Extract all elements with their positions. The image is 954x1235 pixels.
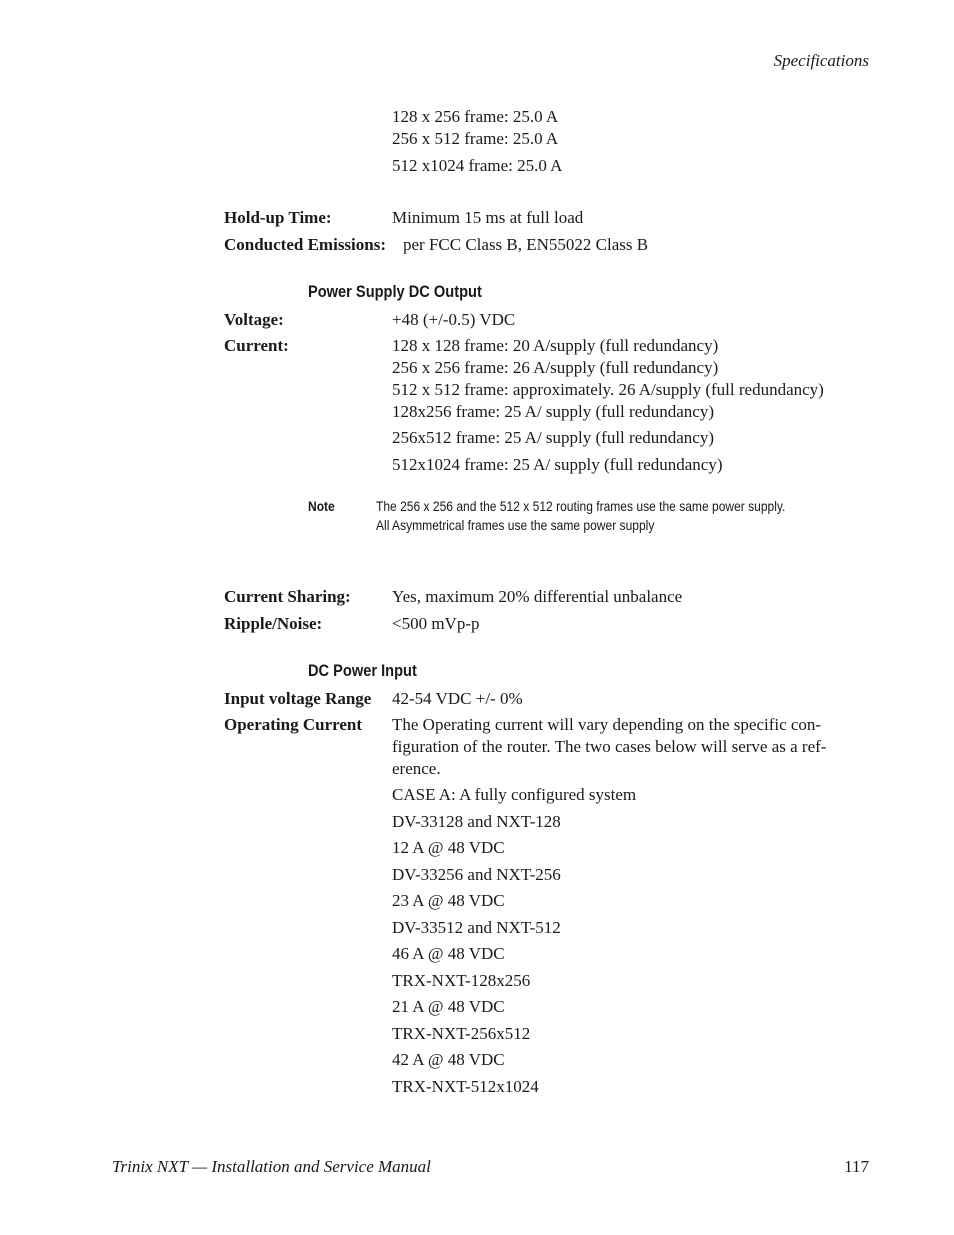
operating-current-label: Operating Current [224,715,363,734]
op-line-1: CASE A: A fully configured system [392,785,637,804]
holdup-value: Minimum 15 ms at full load [392,208,584,227]
current-line-4: 128x256 frame: 25 A/ supply (full redundancy) [392,402,714,421]
top-line-1: 128 x 256 frame: 25.0 A [392,107,559,126]
op-line-5: 23 A @ 48 VDC [392,891,505,910]
op-line-7: 46 A @ 48 VDC [392,944,505,963]
op-line-11: 42 A @ 48 VDC [392,1050,505,1069]
op-line-2: DV-33128 and NXT-128 [392,812,561,831]
current-line-2: 256 x 256 frame: 26 A/supply (full redundancy) [392,358,719,377]
op-line-4: DV-33256 and NXT-256 [392,865,561,884]
note-line-2: All Asymmetrical frames use the same power supply [376,517,655,533]
dc-input-heading: DC Power Input [308,661,417,680]
sharing-value: Yes, maximum 20% differential unbalance [392,587,683,606]
range-label: Input voltage Range [224,689,372,708]
note-line-1: The 256 x 256 and the 512 x 512 routing frames use the same power supply. [376,498,786,514]
note-label: Note [308,498,335,514]
current-line-3: 512 x 512 frame: approximately. 26 A/supply (full redundancy) [392,380,824,399]
current-line-1: 128 x 128 frame: 20 A/supply (full redundancy) [392,336,719,355]
page-number: 117 [844,1157,869,1176]
top-line-2: 256 x 512 frame: 25.0 A [392,129,559,148]
current-line-5: 256x512 frame: 25 A/ supply (full redundancy) [392,428,714,447]
operating-paragraph-line-3: erence. [392,759,441,778]
op-line-6: DV-33512 and NXT-512 [392,918,561,937]
footer-title: Trinix NXT — Installation and Service Manual [112,1157,431,1176]
operating-paragraph-line-1: The Operating current will vary depending on the specific con- [392,715,822,734]
current-line-6: 512x1024 frame: 25 A/ supply (full redundancy) [392,455,723,474]
top-line-3: 512 x1024 frame: 25.0 A [392,156,563,175]
sharing-label: Current Sharing: [224,587,351,606]
current-label: Current: [224,336,289,355]
op-line-10: TRX-NXT-256x512 [392,1024,531,1043]
holdup-label: Hold-up Time: [224,208,332,227]
op-line-8: TRX-NXT-128x256 [392,971,531,990]
op-line-12: TRX-NXT-512x1024 [392,1077,539,1096]
running-header: Specifications [773,51,869,70]
ripple-value: <500 mVp-p [392,614,480,633]
op-line-3: 12 A @ 48 VDC [392,838,505,857]
op-line-9: 21 A @ 48 VDC [392,997,505,1016]
voltage-value: +48 (+/-0.5) VDC [392,310,516,329]
emissions-value: per FCC Class B, EN55022 Class B [403,235,649,254]
emissions-label: Conducted Emissions: [224,235,387,254]
dc-output-heading: Power Supply DC Output [308,282,482,301]
operating-paragraph-line-2: figuration of the router. The two cases below will serve as a ref- [392,737,827,756]
ripple-label: Ripple/Noise: [224,614,323,633]
range-value: 42-54 VDC +/- 0% [392,689,523,708]
voltage-label: Voltage: [224,310,284,329]
